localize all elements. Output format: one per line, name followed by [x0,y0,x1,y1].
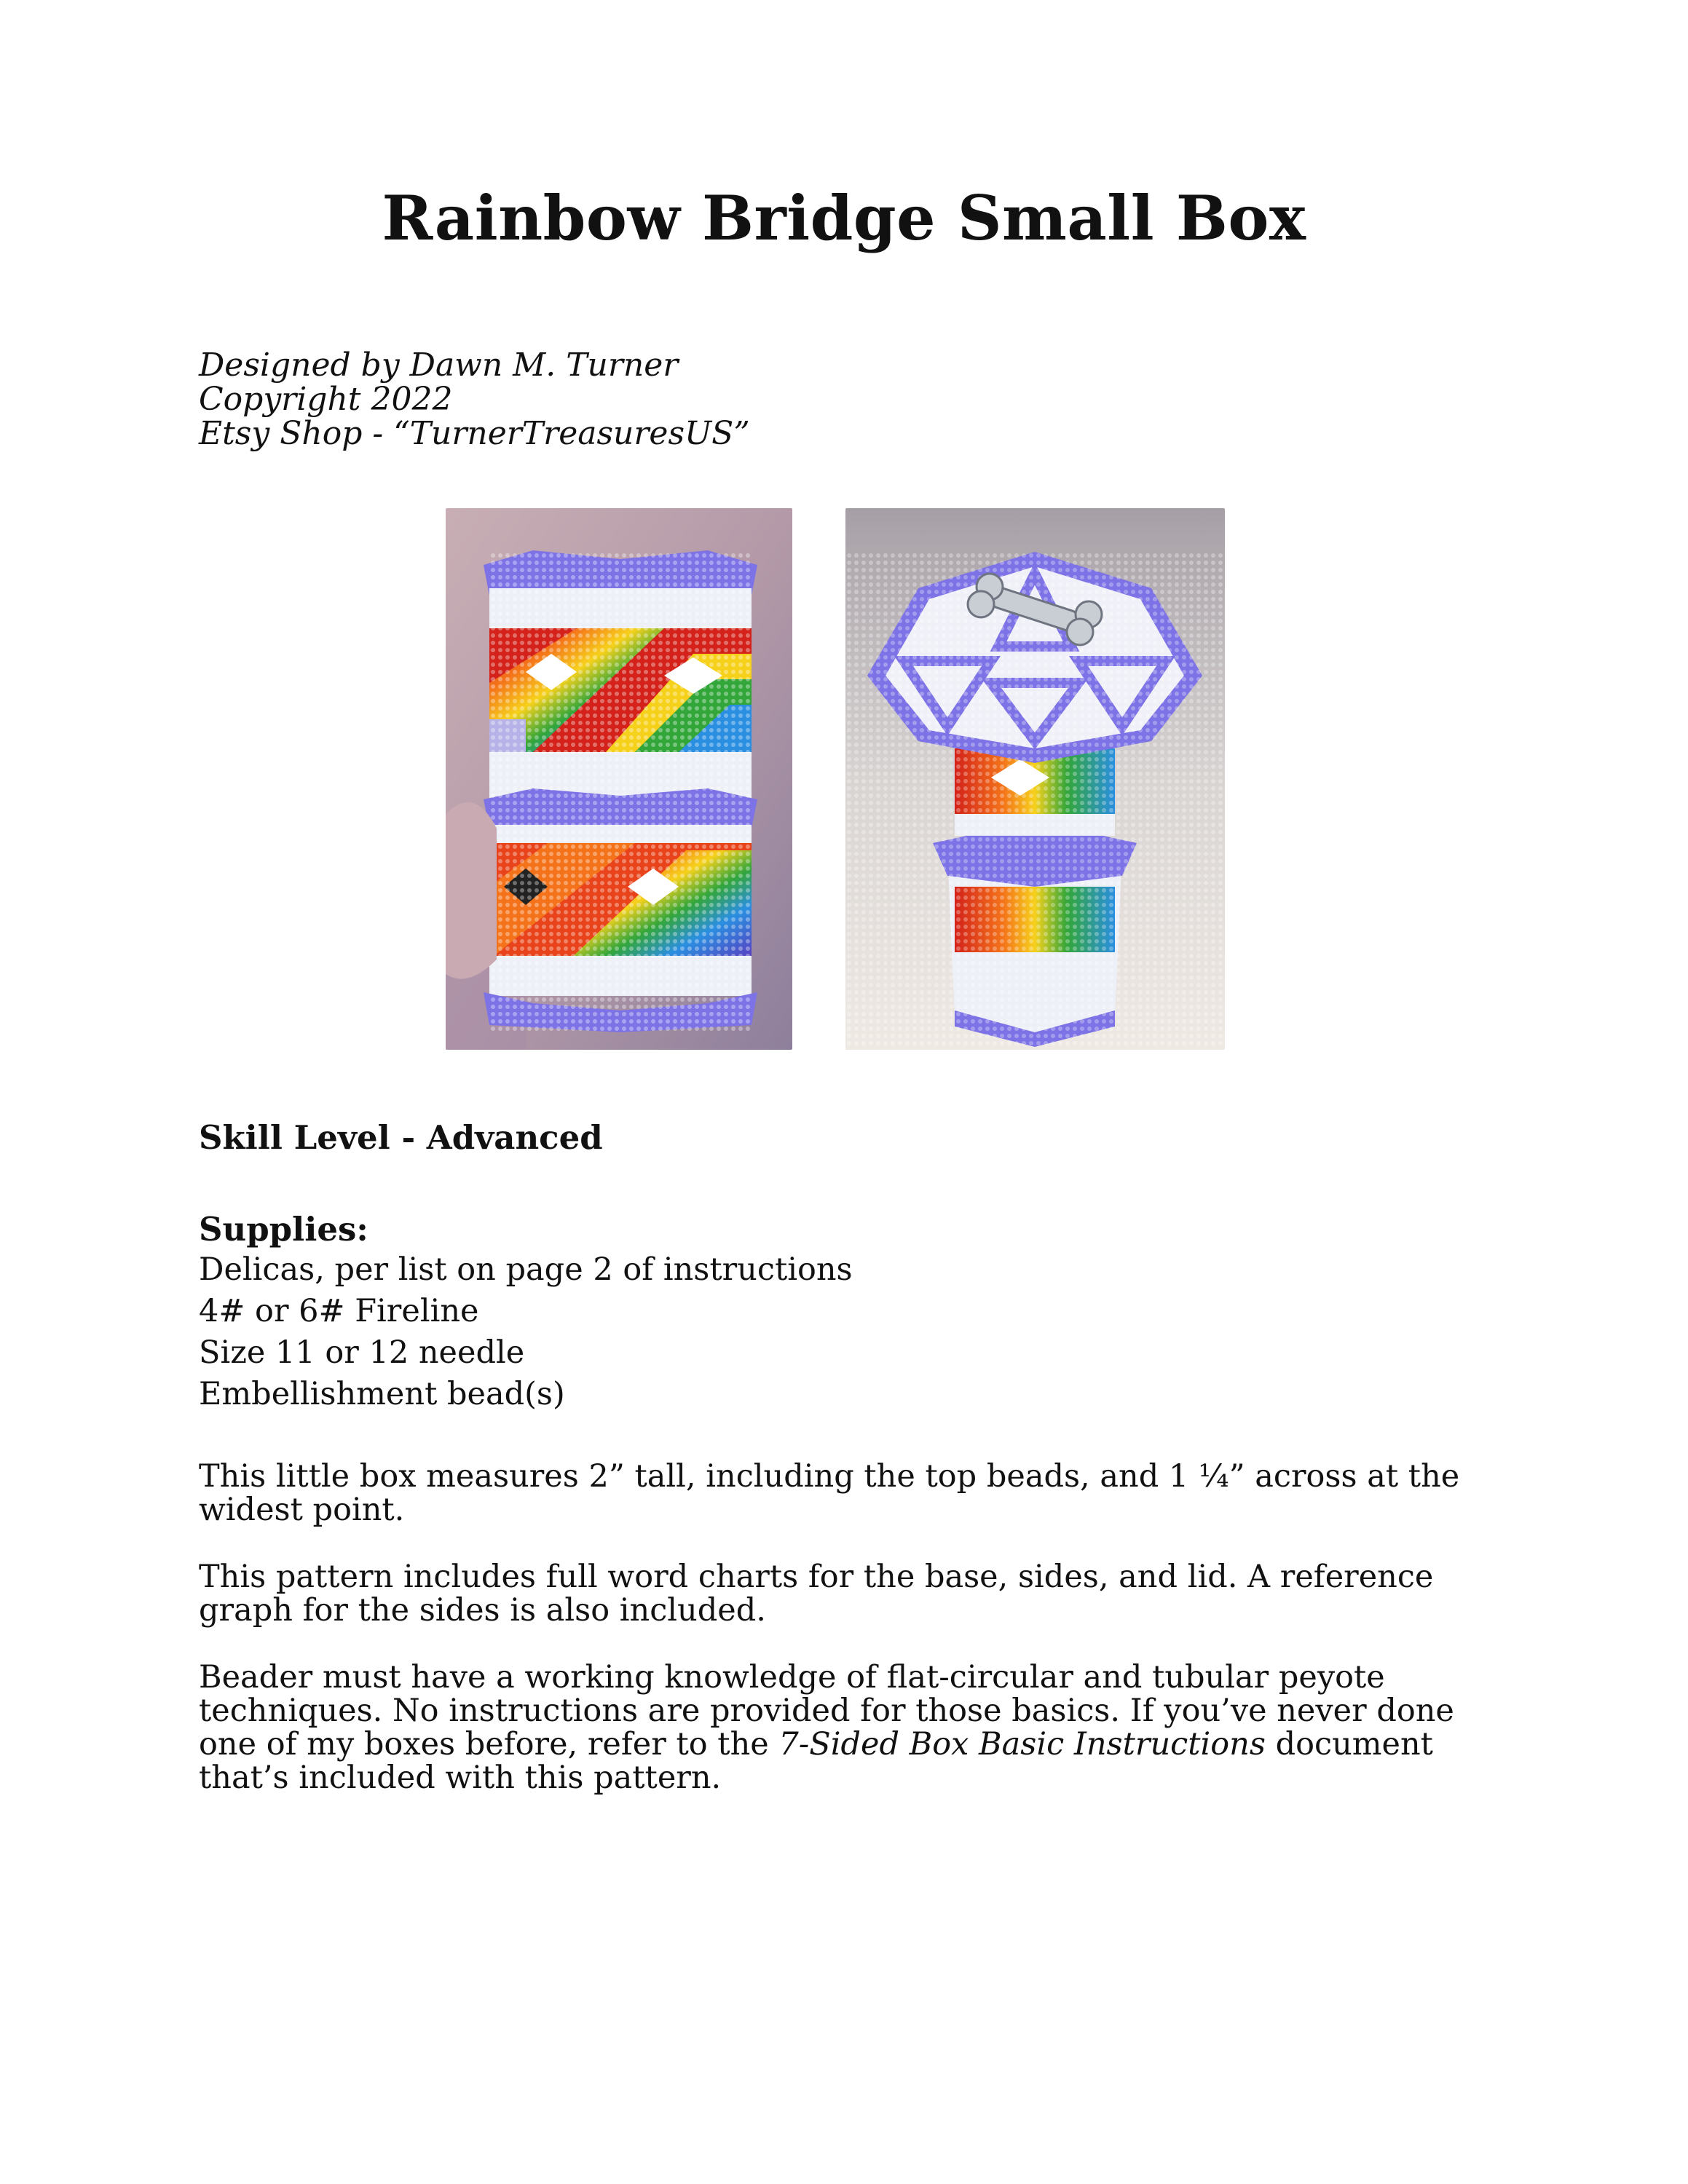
supplies-heading: Supplies: [199,1210,368,1249]
page-title: Rainbow Bridge Small Box [382,182,1306,254]
etsy-shop-line: Etsy Shop - “TurnerTreasuresUS” [199,415,750,452]
skill-level-heading: Skill Level - Advanced [199,1118,603,1157]
supply-item: 4# or 6# Fireline [199,1293,479,1329]
supply-item: Size 11 or 12 needle [199,1334,525,1371]
copyright-line: Copyright 2022 [199,381,453,418]
knowledge-text-before: Beader must have a working knowledge of flat-circular and tubular peyote techniques. No instructions are provided for those basics. If you’ve never done one of my boxes before, refer to the [199,1659,1454,1762]
measurements-paragraph: This little box measures 2” tall, including the top beads, and 1 ¼” across at the widest point. [199,1458,1460,1528]
supply-item: Embellishment bead(s) [199,1376,565,1412]
designer-credit: Designed by Dawn M. Turner [199,347,679,384]
supply-item: Delicas, per list on page 2 of instructions [199,1251,853,1288]
box-top-photo [845,508,1225,1050]
knowledge-text-after: document that’s included with this pattern. [199,1726,1433,1796]
supplies-list [199,1249,853,1415]
charts-paragraph: This pattern includes full word charts for the base, sides, and lid. A reference graph for the sides is also included. [199,1559,1434,1629]
knowledge-paragraph [199,1661,1502,1795]
box-side-photo [446,508,792,1050]
basic-instructions-doc-title: 7-Sided Box Basic Instructions [778,1726,1266,1762]
credits-block [199,348,750,451]
